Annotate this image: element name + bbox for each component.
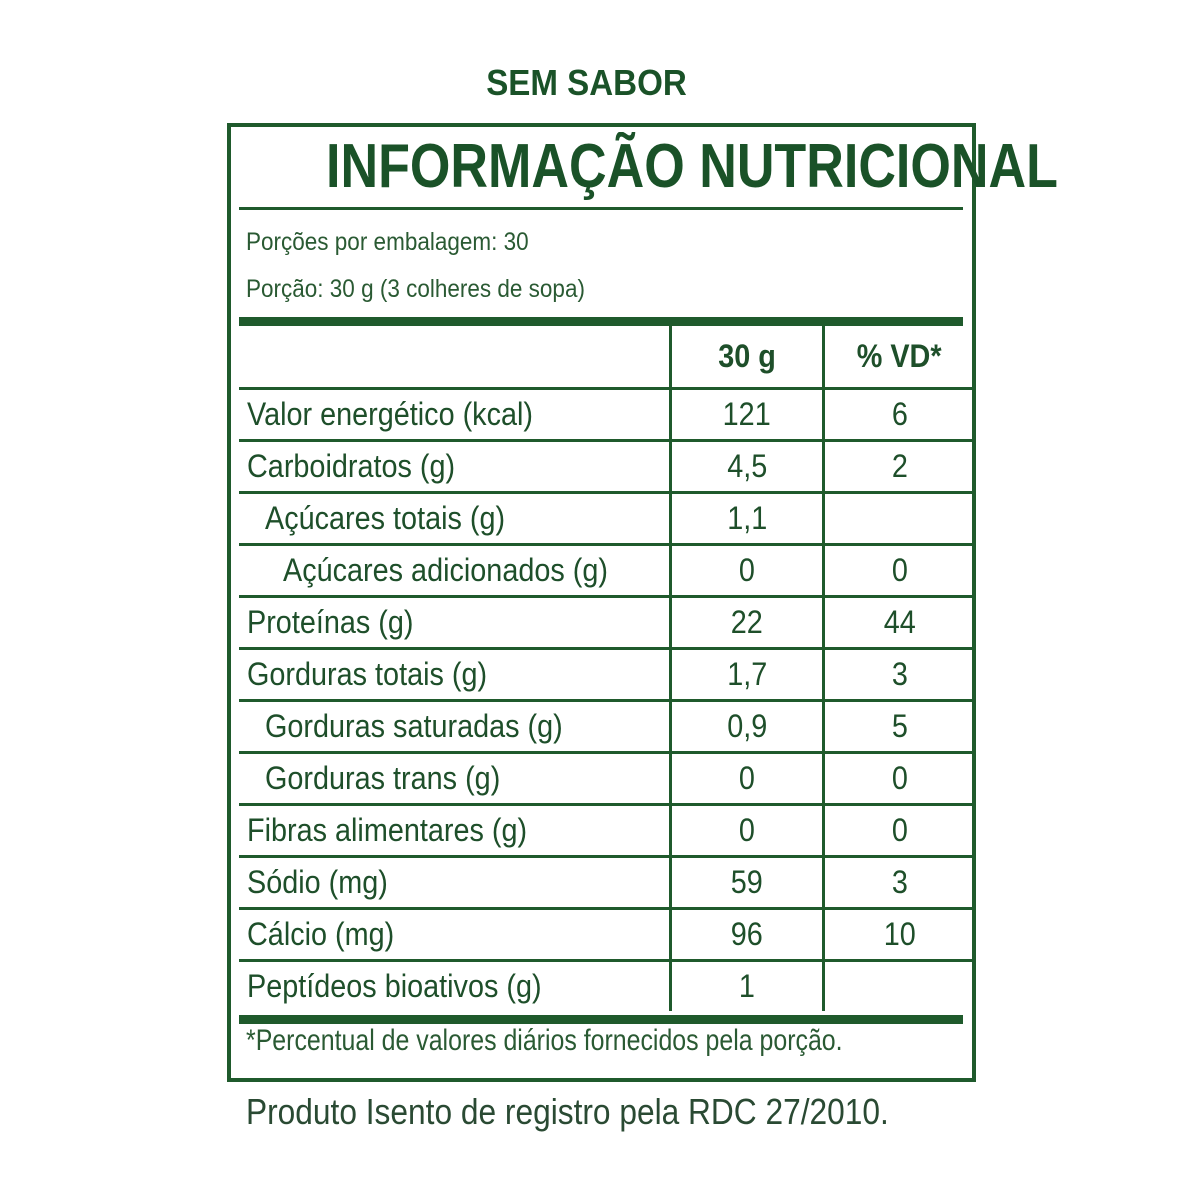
table-row (239, 597, 974, 649)
column-header-daily-value: % VD* (824, 325, 975, 389)
nutrient-daily-value: 6 (824, 389, 975, 441)
flavor-label: SEM SABOR (486, 62, 687, 103)
nutrient-amount: 22 (671, 597, 824, 649)
table-row (239, 701, 974, 753)
nutrient-amount: 0 (671, 545, 824, 597)
table-row (239, 389, 974, 441)
registration-note: Produto Isento de registro pela RDC 27/2010. (246, 1091, 889, 1132)
nutrient-name: Açúcares totais (g) (239, 493, 671, 545)
nutrient-amount: 0,9 (671, 701, 824, 753)
nutrient-amount: 1,1 (671, 493, 824, 545)
nutrient-amount: 59 (671, 857, 824, 909)
table-row (239, 909, 974, 961)
table-bottom-divider (239, 1015, 963, 1024)
nutrient-name: Gorduras trans (g) (239, 753, 671, 805)
nutrient-daily-value: 2 (824, 441, 975, 493)
nutrient-name: Gorduras totais (g) (239, 649, 671, 701)
nutrient-daily-value (824, 493, 975, 545)
table-row (239, 649, 974, 701)
serving-size: Porção: 30 g (3 colheres de sopa) (246, 275, 585, 303)
table-row (239, 805, 974, 857)
nutrient-name: Açúcares adicionados (g) (239, 545, 671, 597)
nutrient-name: Carboidratos (g) (239, 441, 671, 493)
nutrient-name: Gorduras saturadas (g) (239, 701, 671, 753)
nutrient-daily-value: 5 (824, 701, 975, 753)
title-divider (239, 207, 963, 210)
table-row (239, 545, 974, 597)
nutrient-amount: 0 (671, 805, 824, 857)
servings-per-package: Porções por embalagem: 30 (246, 228, 529, 256)
nutrient-name: Fibras alimentares (g) (239, 805, 671, 857)
nutrient-amount: 4,5 (671, 441, 824, 493)
nutrient-daily-value: 44 (824, 597, 975, 649)
nutrient-daily-value: 0 (824, 753, 975, 805)
nutrient-daily-value: 3 (824, 857, 975, 909)
table-row (239, 441, 974, 493)
nutrition-title: INFORMAÇÃO NUTRICIONAL (326, 132, 1058, 201)
nutrient-daily-value: 0 (824, 545, 975, 597)
table-row (239, 961, 974, 1012)
nutrient-name: Sódio (mg) (239, 857, 671, 909)
nutrient-daily-value (824, 961, 975, 1012)
nutrition-table-body (239, 389, 974, 1012)
column-header-amount: 30 g (671, 325, 824, 389)
nutrient-amount: 1 (671, 961, 824, 1012)
nutrition-table (239, 325, 974, 1011)
table-row (239, 493, 974, 545)
daily-value-footnote: *Percentual de valores diários fornecidos pela porção. (246, 1024, 843, 1057)
nutrient-amount: 121 (671, 389, 824, 441)
nutrient-amount: 0 (671, 753, 824, 805)
nutrient-name: Cálcio (mg) (239, 909, 671, 961)
nutrient-name: Valor energético (kcal) (239, 389, 671, 441)
table-header-row (239, 325, 974, 389)
table-row (239, 753, 974, 805)
nutrient-name: Proteínas (g) (239, 597, 671, 649)
nutrient-daily-value: 10 (824, 909, 975, 961)
nutrient-amount: 1,7 (671, 649, 824, 701)
table-row (239, 857, 974, 909)
column-header-nutrient (239, 325, 671, 389)
nutrient-amount: 96 (671, 909, 824, 961)
nutrient-daily-value: 0 (824, 805, 975, 857)
nutrient-daily-value: 3 (824, 649, 975, 701)
nutrient-name: Peptídeos bioativos (g) (239, 961, 671, 1012)
